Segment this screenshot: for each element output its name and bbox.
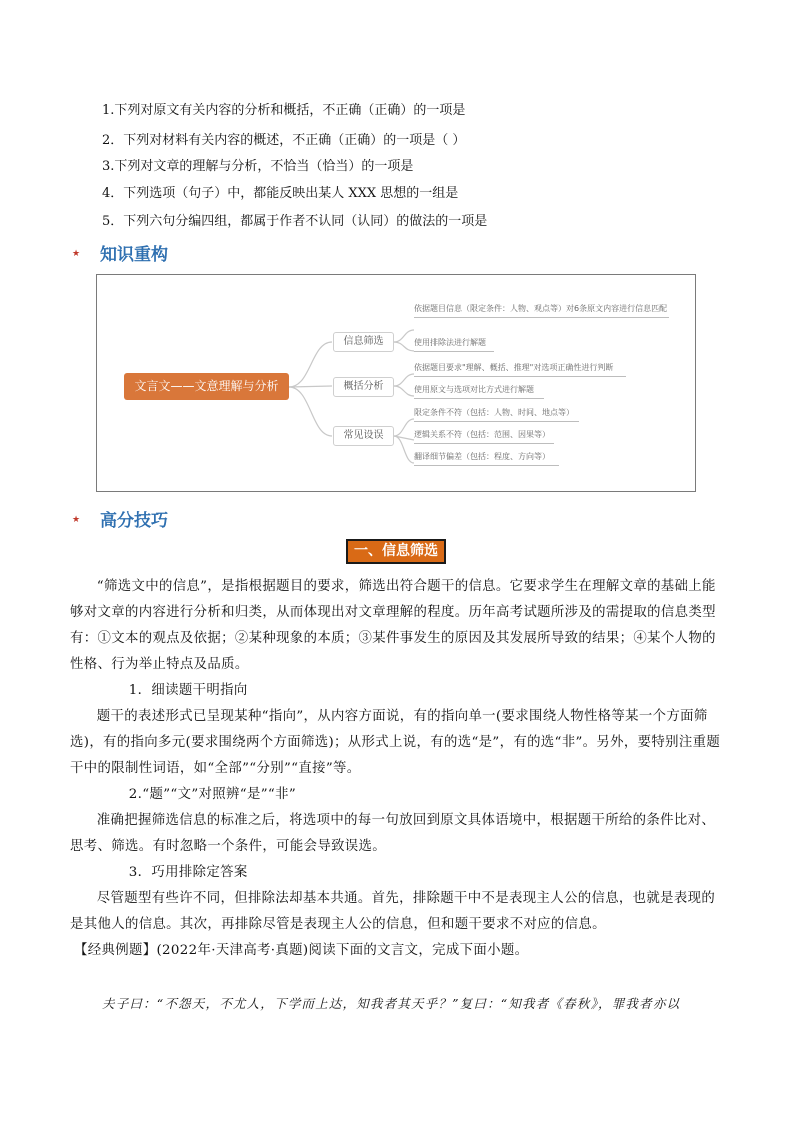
question-3: 3.下列对文章的理解与分析，不恰当（恰当）的一项是 — [102, 159, 414, 174]
step-paragraph-2: 准确把握筛选信息的标准之后，将选项中的每一句放回到原文具体语境中，根据题干所给的条件比对、思考、筛选。有时忽略一个条件，可能会导致误选。 — [70, 813, 716, 854]
mindmap-leaf: 限定条件不符（包括：人物、时间、地点等） — [414, 407, 579, 422]
star-icon: ★ — [72, 249, 81, 259]
mindmap-node-summary: 概括分析 — [333, 377, 394, 397]
subsection-banner: 一、信息筛选 — [346, 539, 446, 564]
section-title-skills: 高分技巧 — [100, 511, 168, 531]
step-heading-1: 1．细读题干明指向 — [128, 683, 248, 698]
mindmap-leaf: 使用原文与选项对比方式进行解题 — [414, 384, 544, 399]
question-2: 2．下列对材料有关内容的概述，不正确（正确）的一项是（ ） — [102, 133, 466, 148]
question-4: 4．下列选项（句子）中，都能反映出某人 XXX 思想的一组是 — [102, 186, 459, 201]
intro-paragraph: “筛选文中的信息”，是指根据题目的要求，筛选出符合题干的信息。它要求学生在理解文章的基础上能够对文章的内容进行分析和归类，从而体现出对文章理解的程度。历年高考试题所涉及的需提取的信息类型有：①文本的观点及依据；②某种现象的本质；③某件事发生的原因及其发展所导致的结果；④某个人物的性格、行为举止特点及品质。 — [70, 579, 716, 672]
step-paragraph-3: 尽管题型有些许不同，但排除法却基本共通。首先，排除题干中不是表现主人公的信息，也就是表现的是其他人的信息。其次，再排除尽管是表现主人公的信息，但和题干要求不对应的信息。 — [70, 891, 716, 932]
star-icon: ★ — [72, 515, 81, 525]
section-title-knowledge: 知识重构 — [100, 245, 168, 265]
mindmap-root: 文言文——文意理解与分析 — [124, 373, 289, 400]
step-heading-2: 2.“题”“文”对照辨“是”“非” — [128, 787, 297, 802]
mindmap-leaf: 逻辑关系不符（包括：范围、因果等） — [414, 429, 554, 444]
example-heading: 【经典例题】(2022年·天津高考·真题)阅读下面的文言文，完成下面小题。 — [74, 943, 529, 958]
mindmap-leaf: 依据题目信息（限定条件：人物、观点等）对6条原文内容进行信息匹配 — [414, 303, 669, 318]
question-5: 5．下列六句分编四组，都属于作者不认同（认同）的做法的一项是 — [102, 214, 488, 229]
mindmap-leaf: 使用排除法进行解题 — [414, 337, 494, 352]
question-1: 1.下列对原文有关内容的分析和概括，不正确（正确）的一项是 — [102, 103, 466, 118]
step-paragraph-1: 题干的表述形式已呈现某种“指向”，从内容方面说，有的指向单一(要求围绕人物性格等某一个方面筛选)，有的指向多元(要求围绕两个方面筛选)；从形式上说，有的选“是”，有的选“非”。另外，要特别注重题干中的限制性词语，如“全部”“分别”“直接”等。 — [70, 709, 721, 776]
body-text — [70, 574, 726, 964]
mindmap-node-info-filter: 信息筛选 — [333, 332, 394, 352]
classical-text: 夫子曰：“不怨天，不尤人，下学而上达，知我者其天乎？”复曰：“知我者《春秋》，罪我者亦以 — [102, 996, 681, 1011]
mindmap-leaf: 翻译细节偏差（包括：程度、方向等） — [414, 451, 559, 466]
step-heading-3: 3．巧用排除定答案 — [128, 865, 248, 880]
mindmap-node-common-errors: 常见设误 — [333, 426, 394, 446]
mindmap-leaf: 依据题目要求"理解、概括、推理"对选项正确性进行判断 — [414, 362, 626, 377]
